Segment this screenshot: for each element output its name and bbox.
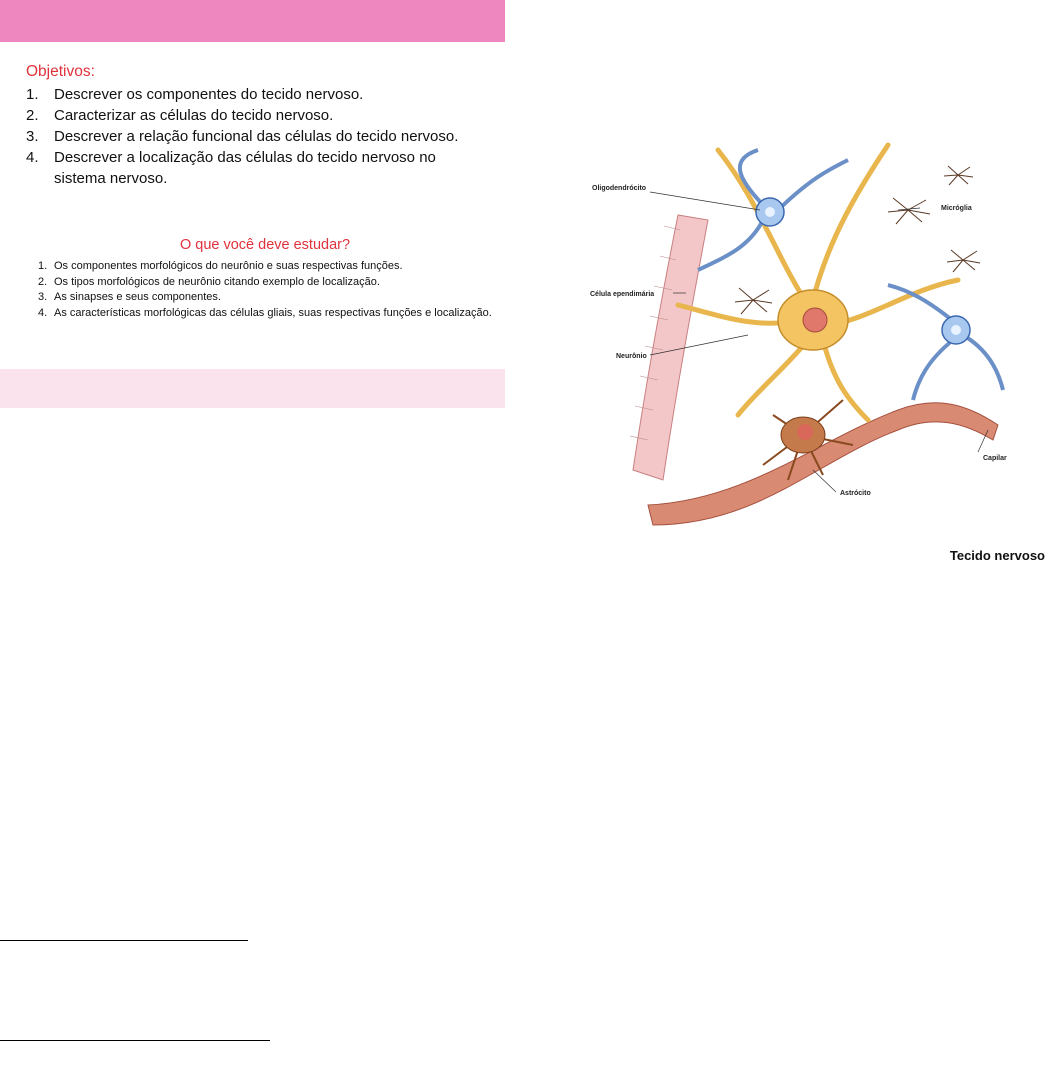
label-ependimaria: Célula ependimária [590, 291, 655, 298]
objectives-title: Objetivos: [26, 63, 95, 80]
study-title: O que você deve estudar? [179, 237, 351, 253]
label-microglia: Micróglia [941, 205, 972, 212]
objective-item: 4. Descrever a localização das células do tecido nervoso no sistema nervoso. [26, 149, 436, 187]
section-band [0, 369, 505, 408]
header-band [0, 0, 505, 42]
label-astrocito: Astrócito [840, 490, 871, 497]
study-item: 3. As sinapses e seus componentes. [38, 291, 221, 303]
objective-item: 2. Caracterizar as células do tecido nervoso. [26, 107, 334, 124]
label-capilar: Capilar [983, 455, 1007, 462]
objectives-section [26, 62, 516, 189]
objectives-list [26, 84, 516, 189]
label-neuronio: Neurônio [616, 353, 647, 360]
study-item: 4. As características morfológicas das células gliais, suas respectivas funções e localização. [38, 306, 492, 319]
label-oligodendrocito: Oligodendrócito [592, 185, 647, 192]
study-item: 1. Os componentes morfológicos do neurônio e suas respectivas funções. [38, 260, 403, 272]
neuron-processes [678, 145, 958, 420]
illustration-svg [568, 140, 1008, 535]
objective-item: 1. Descrever os componentes do tecido nervoso. [26, 86, 364, 103]
nervous-tissue-illustration [568, 140, 1008, 535]
study-list [38, 259, 508, 321]
footnote-separator [0, 1040, 270, 1041]
ependymal-lining [630, 215, 708, 480]
study-item: 2. Os tipos morfológicos de neurônio citando exemplo de localização. [38, 275, 380, 288]
neuron-nucleus [803, 308, 827, 332]
objective-item: 3. Descrever a relação funcional das células do tecido nervoso. [26, 128, 459, 145]
figure-caption: Tecido nervoso [949, 548, 1045, 563]
footnote-separator [0, 940, 248, 941]
capillary [648, 403, 998, 525]
